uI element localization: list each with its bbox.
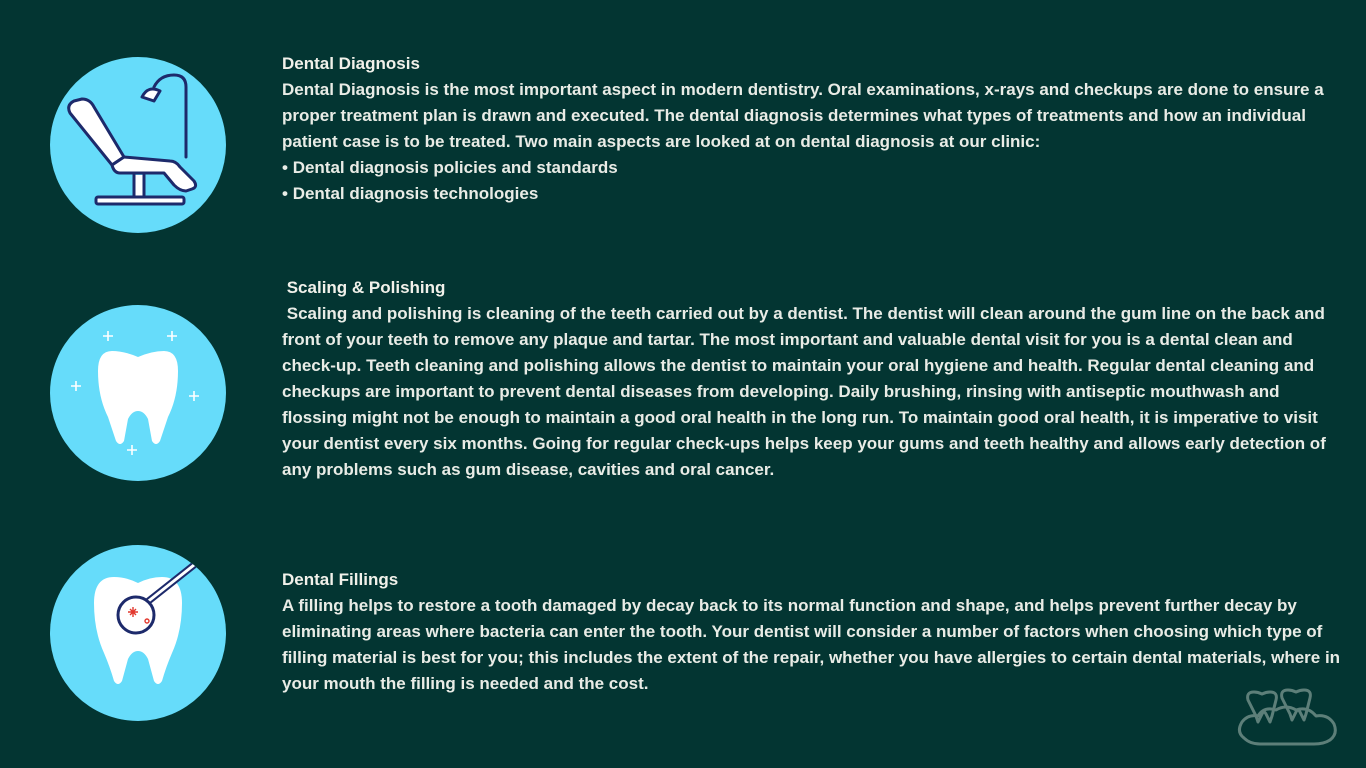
section-title: Dental Diagnosis [282,54,420,73]
section-body: Scaling and polishing is cleaning of the teeth carried out by a dentist. The dentist will clean around the gum line on the back and front of your teeth to remove any plaque and tartar. The most important and valuable dental visit for you is a dental clean and check-up. Teeth cleaning and polishing allows the dentist to maintain your oral hygiene and health. Regular dental cleaning and checkups are important to prevent dental diseases from developing. Daily brushing, rinsing with antiseptic mouthwash and flossing might not be enough to maintain a good oral health in the long run. To maintain good oral health, it is imperative to visit your dentist every six months. Going for regular check-ups helps keep your gums and teeth healthy and allows early detection of any problems such as gum disease, cavities and oral cancer. [282,304,1331,479]
bullet-item: • Dental diagnosis policies and standards [282,155,1342,181]
teeth-logo-icon [1234,688,1340,746]
dental-fillings-section [282,567,1345,697]
section-body: Dental Diagnosis is the most important aspect in modern dentistry. Oral examinations, x-rays and checkups are done to ensure a proper treatment plan is drawn and executed. The dental diagnosis determines what types of treatments and how an individual patient case is to be treated. Two main aspects are looked at on dental diagnosis at our clinic: [282,80,1329,151]
tooth-mirror-icon [50,545,226,721]
section-body: A filling helps to restore a tooth damaged by decay back to its normal function and shape, and helps prevent further decay by eliminating areas where bacteria can enter the tooth. Your dentist will consider a number of factors when choosing which type of filling material is best for you; this includes the extent of the repair, whether you have allergies to certain dental materials, where in your mouth the filling is needed and the cost. [282,596,1345,693]
sparkling-tooth-icon [50,305,226,481]
section-title: Dental Fillings [282,570,399,589]
dental-diagnosis-icon-circle [50,57,226,233]
dental-chair-icon [50,57,226,233]
dental-fillings-icon-circle [50,545,226,721]
bullet-item: • Dental diagnosis technologies [282,181,1342,207]
dental-diagnosis-section [282,51,1342,207]
scaling-polishing-icon-circle [50,305,226,481]
bullet-list [282,155,1342,207]
section-title: Scaling & Polishing [282,278,446,297]
scaling-polishing-section [282,275,1342,483]
